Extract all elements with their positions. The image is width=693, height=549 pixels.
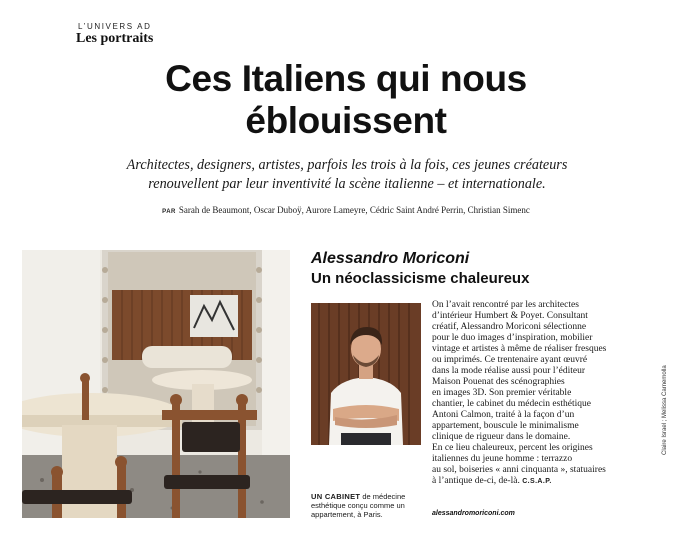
body-line: créatif, Alessandro Moriconi sélectionne bbox=[432, 322, 587, 332]
body-line: En ce lieu chaleureux, percent les origines bbox=[432, 443, 593, 453]
body-line: On l’avait rencontré par les architectes bbox=[432, 300, 579, 310]
profile-subtitle: Un néoclassicisme chaleureux bbox=[311, 270, 530, 287]
headline bbox=[60, 58, 632, 142]
headline-line-2: éblouissent bbox=[245, 100, 447, 141]
body-text bbox=[432, 300, 637, 487]
caption-lead: UN CABINET bbox=[311, 492, 361, 501]
profile-website-link[interactable]: alessandromoriconi.com bbox=[432, 510, 515, 517]
body-line: pour le duo images d’inspiration, mobilier bbox=[432, 333, 593, 343]
section-title: Les portraits bbox=[76, 31, 154, 46]
byline-prefix: PAR bbox=[162, 209, 176, 215]
kicker: L’UNIVERS AD bbox=[78, 22, 152, 31]
interior-photo bbox=[22, 250, 290, 518]
body-line: appartement, bouscule le minimalisme bbox=[432, 421, 579, 431]
photo-credit: Claire Israel ; Melissa Carnemolla bbox=[662, 365, 668, 455]
body-line: chantier, le cabinet du médecin esthétique bbox=[432, 399, 591, 409]
body-line: vintage et artistes à même de réaliser fresques bbox=[432, 344, 607, 354]
body-line: Antoni Calmon, traité à la façon d’un bbox=[432, 410, 575, 420]
deck-line-1: Architectes, designers, artistes, parfois les trois à la fois, ces jeunes créateurs bbox=[126, 157, 568, 173]
body-line: à l’antique de-ci, de-là. bbox=[432, 476, 520, 486]
body-line: dans la mode réalise aussi pour l’éditeur bbox=[432, 366, 586, 376]
body-line: en images 3D. Son premier véritable bbox=[432, 388, 572, 398]
body-line: clinique de rigueur dans le domaine. bbox=[432, 432, 571, 442]
body-line: Maison Pouenat des scénographies bbox=[432, 377, 565, 387]
author-signature: C.S.A.P. bbox=[522, 478, 552, 485]
body-last-line bbox=[432, 476, 637, 487]
body-line: d’intérieur Humbert & Poyet. Consultant bbox=[432, 311, 588, 321]
byline bbox=[60, 205, 632, 215]
body-line: au sol, boiseries « anni cinquanta », statuaires bbox=[432, 465, 606, 475]
profile-name: Alessandro Moriconi bbox=[311, 250, 470, 267]
portrait-photo bbox=[311, 303, 421, 445]
caption-text: de médecine esthétique conçu comme un appartement, à Paris. bbox=[311, 492, 406, 519]
body-line: italiennes du jeune homme : terrazzo bbox=[432, 454, 573, 464]
deck-line-2: renouvellent par leur inventivité la scène italienne – et internationale. bbox=[148, 176, 546, 192]
deck bbox=[56, 156, 638, 194]
photo-caption bbox=[311, 492, 421, 519]
byline-authors: Sarah de Beaumont, Oscar Duboÿ, Aurore Lameyre, Cédric Saint André Perrin, Christian Simenc bbox=[178, 205, 530, 215]
body-line: ou imprimés. Ce trentenaire ayant œuvré bbox=[432, 355, 588, 365]
headline-line-1: Ces Italiens qui nous bbox=[165, 58, 527, 99]
